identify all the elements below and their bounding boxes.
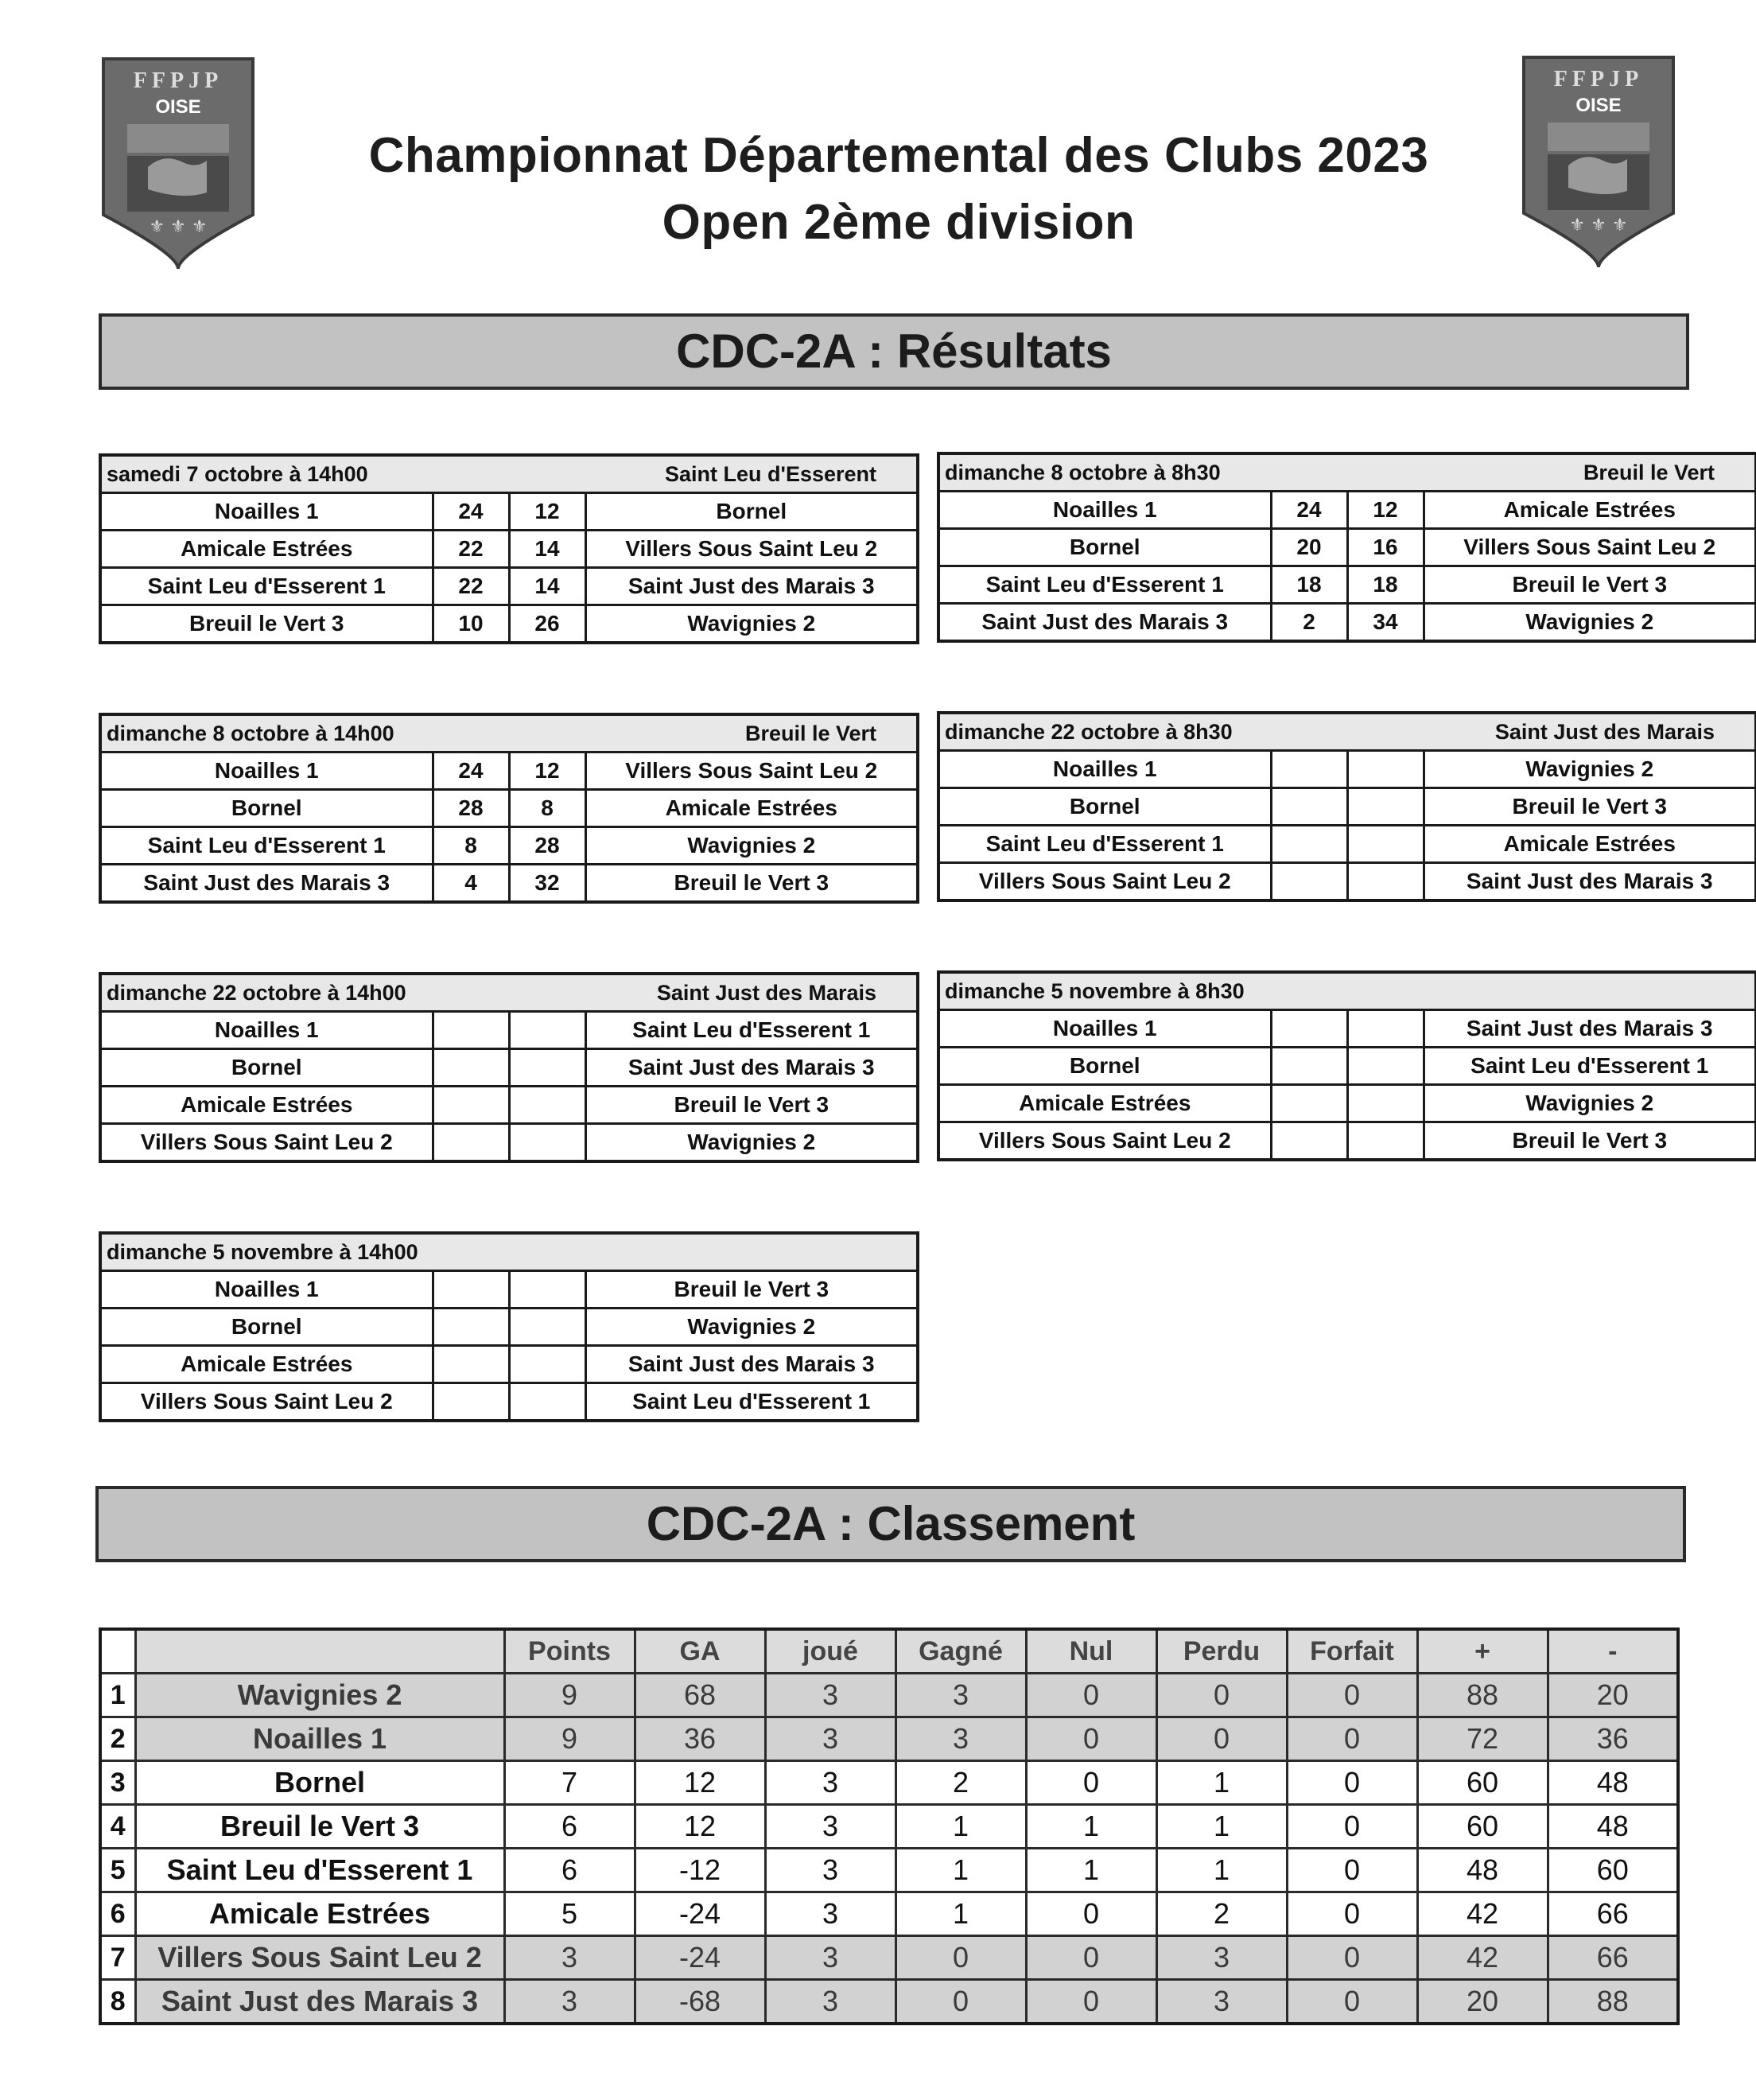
standings-table (99, 1628, 1680, 2025)
match-row (100, 1049, 918, 1087)
stat-cell: 0 (1026, 1980, 1156, 2024)
stat-cell: 0 (1026, 1892, 1156, 1936)
home-team: Noailles 1 (100, 493, 433, 531)
stat-cell: 3 (895, 1717, 1026, 1761)
away-score (1347, 751, 1424, 788)
home-score: 10 (433, 605, 509, 644)
round-date: dimanche 8 octobre à 14h00 (107, 721, 394, 745)
away-team: Amicale Estrées (585, 790, 918, 827)
home-score: 18 (1271, 566, 1347, 604)
home-score: 22 (433, 568, 509, 605)
standings-header (100, 1629, 1678, 1674)
stat-cell: 48 (1417, 1849, 1548, 1892)
match-row (938, 826, 1756, 863)
away-score: 12 (1347, 492, 1424, 529)
home-team: Amicale Estrées (100, 1087, 433, 1124)
home-score (433, 1271, 509, 1309)
round-header (100, 1233, 918, 1271)
match-row (100, 1124, 918, 1162)
match-row (100, 1346, 918, 1383)
away-team: Wavignies 2 (585, 1124, 918, 1162)
home-team: Villers Sous Saint Leu 2 (938, 863, 1271, 901)
away-score: 18 (1347, 566, 1424, 604)
home-score (1271, 1048, 1347, 1085)
stat-cell: 3 (1156, 1980, 1287, 2024)
stat-cell: -24 (635, 1892, 765, 1936)
standings-row (100, 1936, 1678, 1980)
stat-cell: 0 (1156, 1717, 1287, 1761)
stat-cell: 2 (1156, 1892, 1287, 1936)
stat-cell: 0 (1287, 1761, 1417, 1805)
stat-cell: 3 (765, 1980, 895, 2024)
away-team: Breuil le Vert 3 (585, 865, 918, 903)
page-title: Championnat Départemental des Clubs 2023 (368, 128, 1429, 183)
match-row (100, 827, 918, 865)
round-header (100, 455, 918, 493)
standings-row (100, 1849, 1678, 1892)
rank-position: 3 (100, 1761, 135, 1805)
away-score: 28 (509, 827, 585, 865)
away-team: Breuil le Vert 3 (1424, 788, 1756, 826)
away-score (509, 1124, 585, 1162)
match-row (938, 492, 1756, 529)
home-team: Amicale Estrées (100, 1346, 433, 1383)
home-score (1271, 1122, 1347, 1161)
match-row (100, 1383, 918, 1421)
stat-cell: 0 (1287, 1892, 1417, 1936)
home-score (433, 1124, 509, 1162)
home-score (433, 1309, 509, 1346)
away-team: Wavignies 2 (1424, 1085, 1756, 1122)
home-team: Saint Leu d'Esserent 1 (100, 827, 433, 865)
round-date: dimanche 22 octobre à 8h30 (945, 719, 1233, 744)
column-header: Nul (1026, 1629, 1156, 1674)
stat-cell: 0 (895, 1980, 1026, 2024)
rank-position: 7 (100, 1936, 135, 1980)
round-table (99, 453, 919, 644)
home-team: Saint Leu d'Esserent 1 (938, 826, 1271, 863)
away-score: 16 (1347, 529, 1424, 566)
stat-cell: 48 (1548, 1805, 1678, 1849)
away-team: Breuil le Vert 3 (1424, 1122, 1756, 1161)
round-venue: Saint Just des Marais (656, 980, 877, 1005)
stat-cell: 3 (765, 1761, 895, 1805)
stat-cell: 12 (635, 1805, 765, 1849)
stat-cell: 0 (1026, 1717, 1156, 1761)
stat-cell: 0 (1026, 1674, 1156, 1717)
match-row (100, 531, 918, 568)
home-team: Noailles 1 (938, 751, 1271, 788)
stat-cell: 0 (1287, 1717, 1417, 1761)
home-team: Saint Leu d'Esserent 1 (100, 568, 433, 605)
rank-position: 5 (100, 1849, 135, 1892)
home-score: 20 (1271, 529, 1347, 566)
rank-position: 8 (100, 1980, 135, 2024)
away-team: Amicale Estrées (1424, 826, 1756, 863)
rank-position: 1 (100, 1674, 135, 1717)
away-score (1347, 788, 1424, 826)
home-score: 24 (433, 493, 509, 531)
away-team: Wavignies 2 (585, 1309, 918, 1346)
results-banner: CDC-2A : Résultats (99, 313, 1689, 390)
stat-cell: 12 (635, 1761, 765, 1805)
stat-cell: 0 (1287, 1674, 1417, 1717)
standings-row (100, 1805, 1678, 1849)
away-score (1347, 1122, 1424, 1161)
match-row (100, 1012, 918, 1049)
home-team: Villers Sous Saint Leu 2 (938, 1122, 1271, 1161)
home-score (1271, 1010, 1347, 1048)
away-team: Wavignies 2 (585, 827, 918, 865)
standings-row (100, 1980, 1678, 2024)
stat-cell: 36 (1548, 1717, 1678, 1761)
stat-cell: 1 (1156, 1849, 1287, 1892)
round-date: dimanche 5 novembre à 14h00 (107, 1239, 418, 1264)
round-table (99, 972, 919, 1163)
away-team: Saint Just des Marais 3 (585, 568, 918, 605)
stat-cell: -24 (635, 1936, 765, 1980)
away-team: Breuil le Vert 3 (585, 1271, 918, 1309)
stat-cell: 72 (1417, 1717, 1548, 1761)
team-name: Breuil le Vert 3 (135, 1805, 504, 1849)
home-score: 24 (433, 752, 509, 790)
round-header (938, 713, 1756, 751)
stat-cell: 60 (1548, 1849, 1678, 1892)
stat-cell: 88 (1417, 1674, 1548, 1717)
home-score (1271, 751, 1347, 788)
match-row (100, 605, 918, 644)
stat-cell: 42 (1417, 1892, 1548, 1936)
round-table (99, 713, 919, 904)
home-team: Noailles 1 (938, 492, 1271, 529)
home-team: Noailles 1 (100, 1271, 433, 1309)
round-table (937, 970, 1756, 1161)
stat-cell: 68 (635, 1674, 765, 1717)
stat-cell: 0 (895, 1936, 1026, 1980)
away-score (509, 1087, 585, 1124)
stat-cell: 0 (1287, 1805, 1417, 1849)
home-team: Saint Just des Marais 3 (100, 865, 433, 903)
stat-cell: 66 (1548, 1892, 1678, 1936)
away-score (509, 1049, 585, 1087)
away-team: Saint Just des Marais 3 (585, 1049, 918, 1087)
stat-cell: 1 (1026, 1849, 1156, 1892)
away-score (509, 1012, 585, 1049)
away-team: Breuil le Vert 3 (585, 1087, 918, 1124)
home-team: Bornel (938, 529, 1271, 566)
away-team: Saint Just des Marais 3 (1424, 863, 1756, 901)
home-team: Bornel (938, 788, 1271, 826)
home-team: Noailles 1 (938, 1010, 1271, 1048)
home-score: 4 (433, 865, 509, 903)
match-row (938, 863, 1756, 901)
away-team: Saint Leu d'Esserent 1 (1424, 1048, 1756, 1085)
stat-cell: 7 (504, 1761, 635, 1805)
round-header (938, 453, 1756, 492)
stat-cell: 6 (504, 1849, 635, 1892)
away-score: 32 (509, 865, 585, 903)
rank-position: 4 (100, 1805, 135, 1849)
home-team: Amicale Estrées (938, 1085, 1271, 1122)
away-score: 8 (509, 790, 585, 827)
away-score (1347, 1085, 1424, 1122)
stat-cell: 60 (1417, 1761, 1548, 1805)
round-header (100, 714, 918, 752)
team-name: Villers Sous Saint Leu 2 (135, 1936, 504, 1980)
away-team: Saint Leu d'Esserent 1 (585, 1383, 918, 1421)
stat-cell: -12 (635, 1849, 765, 1892)
stat-cell: 1 (1156, 1805, 1287, 1849)
svg-text:⚜ ⚜ ⚜: ⚜ ⚜ ⚜ (1569, 216, 1628, 235)
match-row (100, 752, 918, 790)
away-score (509, 1309, 585, 1346)
stat-cell: 1 (1026, 1805, 1156, 1849)
match-row (938, 788, 1756, 826)
away-score (1347, 1010, 1424, 1048)
svg-text:⚜ ⚜ ⚜: ⚜ ⚜ ⚜ (149, 217, 208, 237)
away-team: Villers Sous Saint Leu 2 (1424, 529, 1756, 566)
home-score (433, 1087, 509, 1124)
away-team: Villers Sous Saint Leu 2 (585, 752, 918, 790)
home-team: Noailles 1 (100, 752, 433, 790)
away-score (1347, 1048, 1424, 1085)
home-score (1271, 788, 1347, 826)
stat-cell: 0 (1026, 1936, 1156, 1980)
home-score (1271, 863, 1347, 901)
stat-cell: 0 (1287, 1980, 1417, 2024)
away-score: 14 (509, 568, 585, 605)
round-header (938, 972, 1756, 1010)
away-score: 12 (509, 752, 585, 790)
match-row (938, 566, 1756, 604)
stat-cell: 3 (765, 1805, 895, 1849)
page-subtitle: Open 2ème division (662, 195, 1136, 250)
home-score (433, 1383, 509, 1421)
home-score (1271, 1085, 1347, 1122)
stat-cell: 3 (765, 1936, 895, 1980)
stat-cell: 20 (1417, 1980, 1548, 2024)
home-team: Breuil le Vert 3 (100, 605, 433, 644)
round-table (99, 1231, 919, 1422)
column-header: Points (504, 1629, 635, 1674)
home-score: 24 (1271, 492, 1347, 529)
standings-row (100, 1892, 1678, 1936)
stat-cell: 5 (504, 1892, 635, 1936)
match-row (100, 1087, 918, 1124)
stat-cell: 3 (765, 1892, 895, 1936)
match-row (938, 751, 1756, 788)
column-header: Forfait (1287, 1629, 1417, 1674)
stat-cell: 3 (504, 1980, 635, 2024)
away-team: Saint Just des Marais 3 (1424, 1010, 1756, 1048)
standings-row (100, 1674, 1678, 1717)
home-team: Bornel (938, 1048, 1271, 1085)
away-team: Saint Just des Marais 3 (585, 1346, 918, 1383)
home-score (1271, 826, 1347, 863)
round-venue: Saint Just des Marais (1494, 719, 1715, 744)
home-score (433, 1049, 509, 1087)
home-team: Bornel (100, 790, 433, 827)
away-score (509, 1271, 585, 1309)
logo-text-top: FFPJP (1553, 67, 1644, 91)
round-venue: Saint Leu d'Esserent (665, 461, 877, 486)
stat-cell: 66 (1548, 1936, 1678, 1980)
stat-cell: 9 (504, 1674, 635, 1717)
home-score (433, 1346, 509, 1383)
stat-cell: 1 (895, 1892, 1026, 1936)
stat-cell: 0 (1156, 1674, 1287, 1717)
home-team: Villers Sous Saint Leu 2 (100, 1383, 433, 1421)
stat-cell: 42 (1417, 1936, 1548, 1980)
match-row (100, 493, 918, 531)
home-team: Saint Just des Marais 3 (938, 604, 1271, 642)
away-team: Saint Leu d'Esserent 1 (585, 1012, 918, 1049)
home-score (433, 1012, 509, 1049)
home-score: 8 (433, 827, 509, 865)
round-header (100, 974, 918, 1012)
logo-text-bottom: OISE (155, 96, 201, 118)
team-name: Amicale Estrées (135, 1892, 504, 1936)
standings-banner: CDC-2A : Classement (95, 1486, 1686, 1562)
round-venue: Breuil le Vert (744, 721, 877, 745)
stat-cell: 3 (765, 1674, 895, 1717)
away-score (1347, 863, 1424, 901)
match-row (100, 568, 918, 605)
away-team: Bornel (585, 493, 918, 531)
match-row (100, 790, 918, 827)
away-score: 34 (1347, 604, 1424, 642)
column-header: GA (635, 1629, 765, 1674)
column-header: joué (765, 1629, 895, 1674)
stat-cell: 2 (895, 1761, 1026, 1805)
stat-cell: 0 (1287, 1849, 1417, 1892)
away-score (509, 1346, 585, 1383)
column-header: - (1548, 1629, 1678, 1674)
stat-cell: 0 (1287, 1936, 1417, 1980)
away-score: 14 (509, 531, 585, 568)
away-team: Amicale Estrées (1424, 492, 1756, 529)
match-row (938, 1010, 1756, 1048)
match-row (100, 1271, 918, 1309)
home-team: Saint Leu d'Esserent 1 (938, 566, 1271, 604)
away-team: Villers Sous Saint Leu 2 (585, 531, 918, 568)
stat-cell: 6 (504, 1805, 635, 1849)
stat-cell: 36 (635, 1717, 765, 1761)
standings-row (100, 1761, 1678, 1805)
match-row (100, 1309, 918, 1346)
round-venue: Breuil le Vert (1583, 460, 1715, 484)
column-header: + (1417, 1629, 1548, 1674)
away-team: Wavignies 2 (1424, 604, 1756, 642)
stat-cell: 3 (1156, 1936, 1287, 1980)
match-row (938, 529, 1756, 566)
stat-cell: 1 (895, 1849, 1026, 1892)
ffpjp-oise-logo (100, 56, 256, 270)
column-header: Gagné (895, 1629, 1026, 1674)
home-team: Villers Sous Saint Leu 2 (100, 1124, 433, 1162)
away-score (509, 1383, 585, 1421)
team-name: Saint Leu d'Esserent 1 (135, 1849, 504, 1892)
round-table (937, 452, 1756, 643)
home-score: 28 (433, 790, 509, 827)
match-row (938, 1122, 1756, 1161)
home-team: Bornel (100, 1049, 433, 1087)
home-score: 2 (1271, 604, 1347, 642)
home-team: Bornel (100, 1309, 433, 1346)
team-name: Noailles 1 (135, 1717, 504, 1761)
match-row (938, 604, 1756, 642)
home-team: Amicale Estrées (100, 531, 433, 568)
round-date: dimanche 8 octobre à 8h30 (945, 460, 1221, 484)
stat-cell: -68 (635, 1980, 765, 2024)
rank-position: 6 (100, 1892, 135, 1936)
match-row (938, 1048, 1756, 1085)
rank-position: 2 (100, 1717, 135, 1761)
stat-cell: 1 (895, 1805, 1026, 1849)
logo-text-top: FFPJP (133, 68, 223, 93)
stat-cell: 48 (1548, 1761, 1678, 1805)
away-team: Wavignies 2 (585, 605, 918, 644)
standings-row (100, 1717, 1678, 1761)
stat-cell: 0 (1026, 1761, 1156, 1805)
round-date: dimanche 22 octobre à 14h00 (107, 980, 406, 1005)
home-team: Noailles 1 (100, 1012, 433, 1049)
stat-cell: 3 (504, 1936, 635, 1980)
away-score (1347, 826, 1424, 863)
away-score: 12 (509, 493, 585, 531)
stat-cell: 20 (1548, 1674, 1678, 1717)
stat-cell: 3 (895, 1674, 1026, 1717)
stat-cell: 1 (1156, 1761, 1287, 1805)
stat-cell: 3 (765, 1717, 895, 1761)
stat-cell: 9 (504, 1717, 635, 1761)
away-team: Breuil le Vert 3 (1424, 566, 1756, 604)
match-row (100, 865, 918, 903)
team-name: Saint Just des Marais 3 (135, 1980, 504, 2024)
home-score: 22 (433, 531, 509, 568)
stat-cell: 60 (1417, 1805, 1548, 1849)
away-score: 26 (509, 605, 585, 644)
stat-cell: 88 (1548, 1980, 1678, 2024)
stat-cell: 3 (765, 1849, 895, 1892)
round-date: dimanche 5 novembre à 8h30 (945, 978, 1245, 1003)
column-header: Perdu (1156, 1629, 1287, 1674)
match-row (938, 1085, 1756, 1122)
logo-text-bottom: OISE (1575, 95, 1622, 116)
away-team: Wavignies 2 (1424, 751, 1756, 788)
round-date: samedi 7 octobre à 14h00 (107, 461, 368, 486)
team-name: Bornel (135, 1761, 504, 1805)
round-table (937, 711, 1756, 902)
team-name: Wavignies 2 (135, 1674, 504, 1717)
